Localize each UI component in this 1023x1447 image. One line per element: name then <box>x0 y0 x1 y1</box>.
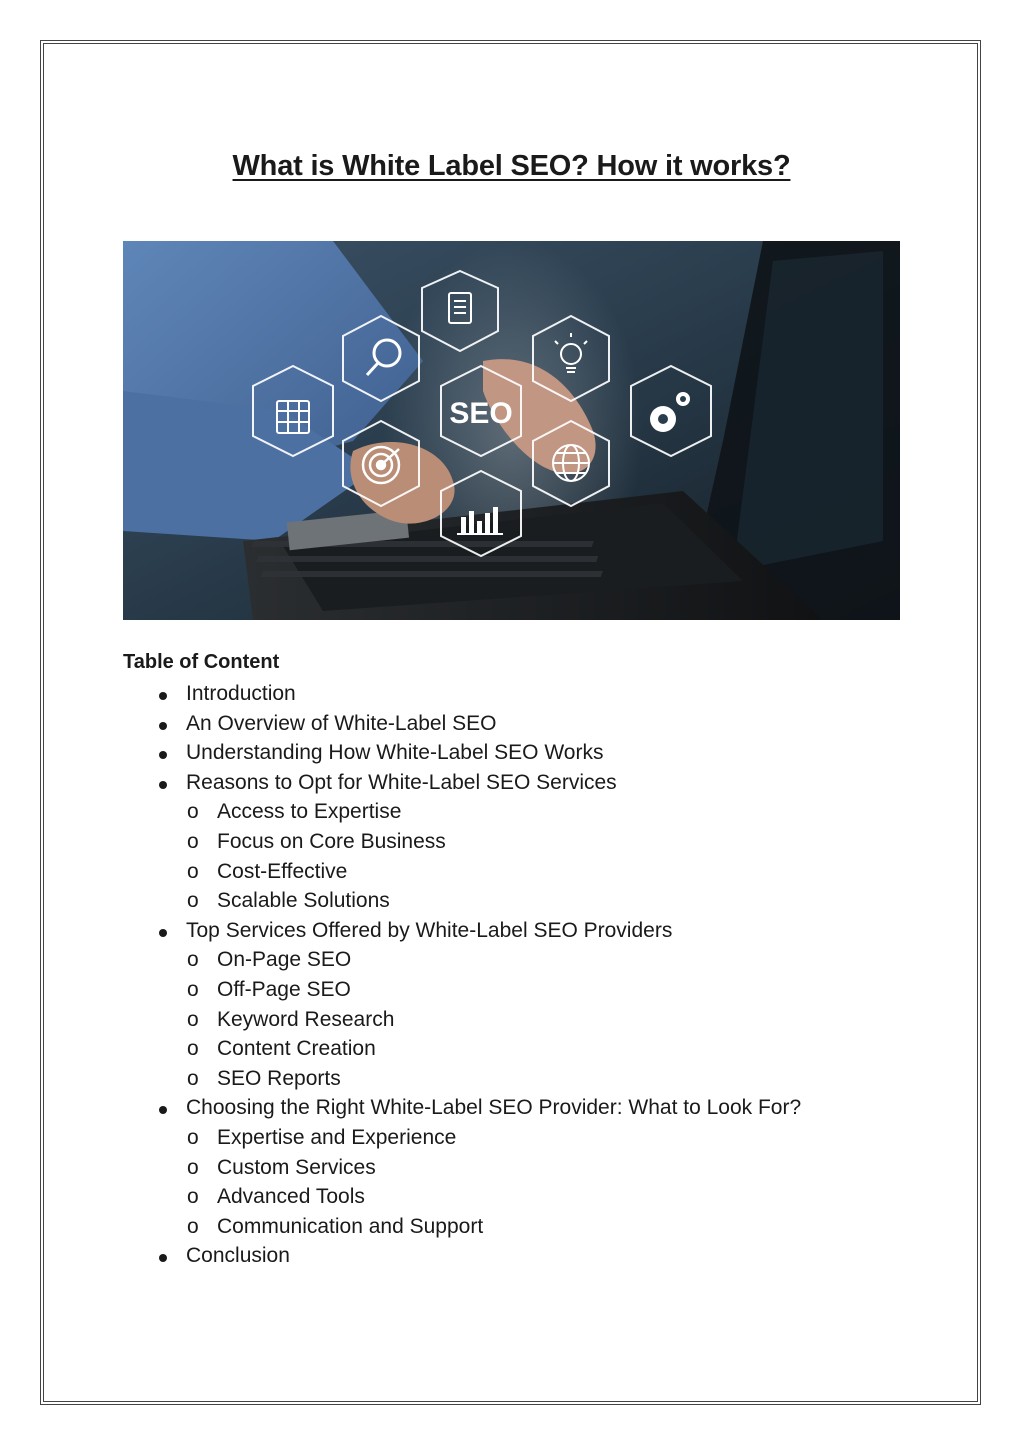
toc-item <box>187 800 402 824</box>
toc-item-text: Choosing the Right White-Label SEO Provider: What to Look For? <box>186 1096 802 1120</box>
toc-item <box>187 830 446 854</box>
toc-item-text: Focus on Core Business <box>217 830 446 853</box>
toc-item <box>186 712 496 736</box>
toc-item <box>186 919 672 943</box>
toc-item <box>187 1037 376 1061</box>
sub-bullet-marker: o <box>187 800 199 824</box>
toc-item-text: Reasons to Opt for White-Label SEO Services <box>186 770 617 794</box>
bullet-icon <box>159 692 167 700</box>
sub-bullet-marker: o <box>187 1007 199 1031</box>
toc-item-text: Access to Expertise <box>217 800 402 824</box>
toc-item <box>187 889 390 913</box>
toc-item-text: Top Services Offered by White-Label SEO Providers <box>186 918 673 942</box>
toc-item-text: Understanding How White-Label SEO Works <box>186 741 604 765</box>
toc-item <box>186 771 617 795</box>
toc-item <box>186 682 296 706</box>
sub-bullet-marker: o <box>187 1066 199 1090</box>
toc-item-text: Communication and Support <box>217 1214 484 1238</box>
toc-item <box>186 741 603 765</box>
sub-bullet-marker: o <box>187 830 199 853</box>
bullet-icon <box>159 781 167 789</box>
toc-item <box>187 859 348 884</box>
document-title <box>0 150 1023 183</box>
document-title-text: What is White Label SEO? How it works? <box>232 150 791 182</box>
toc-item <box>187 1185 365 1209</box>
bullet-icon <box>159 722 167 730</box>
toc-item-text: Cost-Effective <box>217 859 348 883</box>
toc-item <box>186 1096 801 1120</box>
sub-bullet-marker: o <box>187 948 199 972</box>
toc-item-text: Content Creation <box>217 1037 376 1061</box>
toc-item <box>187 1007 395 1032</box>
toc-item <box>187 1066 341 1091</box>
toc-item-text: Off-Page SEO <box>217 978 351 1001</box>
toc-item-text: Conclusion <box>186 1244 290 1268</box>
toc-item-text: An Overview of White-Label SEO <box>186 711 497 735</box>
toc-item-text: Custom Services <box>217 1155 376 1179</box>
toc-item <box>187 1155 376 1180</box>
toc-item-text: SEO Reports <box>217 1066 341 1090</box>
hero-image <box>123 241 900 620</box>
seo-center-label: SEO <box>449 397 513 430</box>
toc-item <box>186 1244 290 1268</box>
toc-heading: Table of Content <box>123 651 280 673</box>
toc-item <box>187 978 351 1002</box>
sub-bullet-marker: o <box>187 1214 199 1238</box>
toc-item-text: Advanced Tools <box>217 1185 365 1209</box>
toc-item-text: On-Page SEO <box>217 948 352 972</box>
sub-bullet-marker: o <box>187 1037 199 1061</box>
toc-item-text: Introduction <box>186 682 296 705</box>
sub-bullet-marker: o <box>187 1126 199 1149</box>
sub-bullet-marker: o <box>187 859 199 883</box>
toc-item <box>187 948 352 972</box>
toc-item <box>187 1126 457 1150</box>
sub-bullet-marker: o <box>187 1155 199 1179</box>
toc-item-text: Scalable Solutions <box>217 889 390 913</box>
bullet-icon <box>159 929 167 937</box>
sub-bullet-marker: o <box>187 1185 199 1209</box>
toc-item-text: Expertise and Experience <box>217 1126 457 1149</box>
toc-item-text: Keyword Research <box>217 1007 395 1031</box>
sub-bullet-marker: o <box>187 978 199 1001</box>
sub-bullet-marker: o <box>187 889 199 913</box>
toc-item <box>187 1214 484 1239</box>
